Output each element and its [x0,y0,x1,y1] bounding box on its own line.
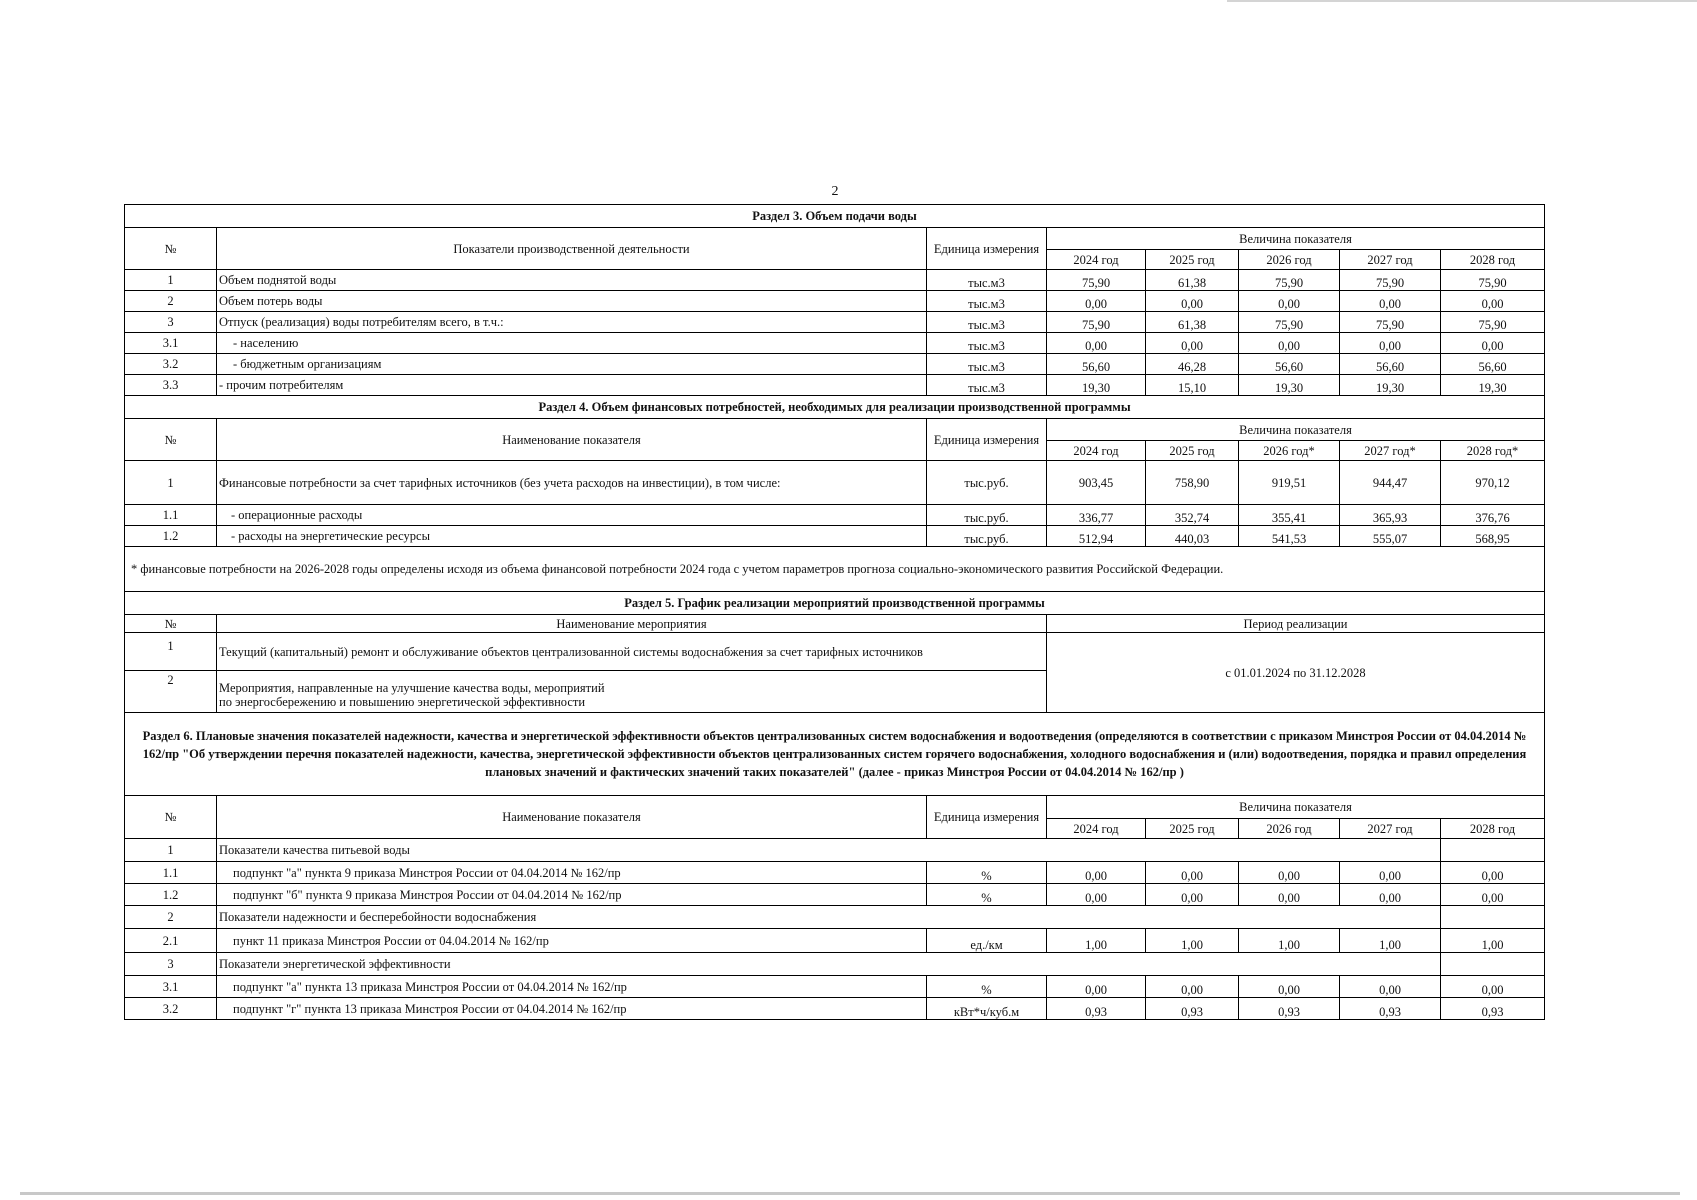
row-value: 0,00 [1047,976,1146,998]
section5-col-name: Наименование мероприятия [217,615,1047,633]
row-value: 0,00 [1441,291,1545,312]
section4-header-row [125,419,1545,441]
row-value: 0,00 [1239,333,1340,354]
row-value: 56,60 [1047,354,1146,375]
section4-note-row [125,547,1545,592]
row-value: 1,00 [1239,929,1340,953]
section4-title-row [125,396,1545,419]
row-value: 758,90 [1146,461,1239,505]
row-value: 75,90 [1239,312,1340,333]
row-value: 61,38 [1146,270,1239,291]
row-number: 2.1 [125,929,217,953]
section6-col-value: Величина показателя [1047,796,1545,819]
row-value: 944,47 [1340,461,1441,505]
row-unit: тыс.м3 [927,354,1047,375]
row-value: 19,30 [1239,375,1340,396]
table-row [125,461,1545,505]
section3-col-value: Величина показателя [1047,228,1545,250]
year-header: 2025 год [1146,250,1239,270]
row-number: 1 [125,270,217,291]
empty-cell [1340,953,1441,976]
section5-header-row [125,615,1545,633]
table-row [125,375,1545,396]
row-value: 19,30 [1441,375,1545,396]
row-number: 3.1 [125,333,217,354]
table-row [125,526,1545,547]
scan-artifact-top [1227,0,1697,2]
row-name: Объем потерь воды [217,291,927,312]
row-value: 0,00 [1146,976,1239,998]
year-header: 2026 год [1239,250,1340,270]
year-header: 2028 год [1441,250,1545,270]
row-value: 0,00 [1146,333,1239,354]
row-unit: % [927,976,1047,998]
table-row [125,354,1545,375]
year-header: 2028 год* [1441,441,1545,461]
row-number: 3 [125,312,217,333]
row-value: 0,93 [1239,998,1340,1020]
row-unit: тыс.м3 [927,333,1047,354]
row-value: 75,90 [1441,270,1545,291]
row-value: 555,07 [1340,526,1441,547]
row-number: 3.1 [125,976,217,998]
row-value: 568,95 [1441,526,1545,547]
row-number: 3 [125,953,217,976]
row-name: Объем поднятой воды [217,270,927,291]
empty-cell [1441,839,1545,862]
group-row [125,906,1545,929]
row-value: 0,00 [1441,976,1545,998]
row-number: 1 [125,839,217,862]
row-unit: кВт*ч/куб.м [927,998,1047,1020]
row-value: 0,00 [1146,291,1239,312]
row-value: 0,00 [1047,291,1146,312]
table-row [125,333,1545,354]
row-value: 0,00 [1047,862,1146,884]
row-number: 3.3 [125,375,217,396]
section6-title-row [125,713,1545,796]
empty-cell [1340,839,1441,862]
document-body [124,204,1544,1020]
row-value: 0,93 [1340,998,1441,1020]
row-name: - операционные расходы [217,505,927,526]
row-unit: тыс.м3 [927,312,1047,333]
row-value: 970,12 [1441,461,1545,505]
section6-title: Раздел 6. Плановые значения показателей надежности, качества и энергетической эффективности объектов централизованных систем водоснабжения и водоотведения (определяются в соответствии с приказом Минстроя России от 04.04.2014 № 162/пр "Об утверждении перечня показателей надежности, качества, энергетической эффективности объектов централизованных систем горячего водоснабжения, холодного водоснабжения и (или) водоотведения, порядка и правил определения плановых значений и фактических значений таких показателей" (далее - приказ Минстроя России от 04.04.2014 № 162/пр ) [125,713,1545,796]
row-name: пункт 11 приказа Минстроя России от 04.04.2014 № 162/пр [217,929,927,953]
row-unit: тыс.руб. [927,505,1047,526]
row-value: 0,93 [1047,998,1146,1020]
row-value: 352,74 [1146,505,1239,526]
row-value: 0,00 [1340,862,1441,884]
group-name: Показатели энергетической эффективности [217,953,1340,976]
empty-cell [1340,906,1441,929]
row-name-line: по энергосбережению и повышению энергетической эффективности [219,695,586,709]
row-value: 75,90 [1340,312,1441,333]
table-row [125,929,1545,953]
row-value: 1,00 [1340,929,1441,953]
row-unit: тыс.руб. [927,526,1047,547]
row-name: подпункт "а" пункта 9 приказа Минстроя России от 04.04.2014 № 162/пр [217,862,927,884]
row-value: 541,53 [1239,526,1340,547]
section4-title: Раздел 4. Объем финансовых потребностей, необходимых для реализации производственной программы [125,396,1545,419]
row-value: 0,00 [1441,884,1545,906]
row-unit: тыс.м3 [927,291,1047,312]
section5-col-period: Период реализации [1047,615,1545,633]
row-name: - бюджетным организациям [217,354,927,375]
row-value: 61,38 [1146,312,1239,333]
row-value: 512,94 [1047,526,1146,547]
row-value: 355,41 [1239,505,1340,526]
section5-title: Раздел 5. График реализации мероприятий производственной программы [125,592,1545,615]
section6-col-name: Наименование показателя [217,796,927,839]
scan-artifact-bottom [20,1192,1680,1195]
section4-col-name: Наименование показателя [217,419,927,461]
row-value: 336,77 [1047,505,1146,526]
row-name: Текущий (капитальный) ремонт и обслуживание объектов централизованной системы водоснабжения за счет тарифных источников [217,633,1047,671]
row-unit: % [927,884,1047,906]
row-name: подпункт "а" пункта 13 приказа Минстроя России от 04.04.2014 № 162/пр [217,976,927,998]
group-name: Показатели качества питьевой воды [217,839,1340,862]
row-number: 2 [125,291,217,312]
section5-col-no: № [125,615,217,633]
table-row [125,862,1545,884]
table-row [125,291,1545,312]
row-name: - расходы на энергетические ресурсы [217,526,927,547]
section3-header-row [125,228,1545,250]
row-value: 0,00 [1146,884,1239,906]
row-value: 75,90 [1047,270,1146,291]
table-row [125,505,1545,526]
row-name-line: Мероприятия, направленные на улучшение качества воды, мероприятий [219,681,605,695]
row-unit: тыс.руб. [927,461,1047,505]
section3-col-no: № [125,228,217,270]
row-number: 3.2 [125,354,217,375]
row-value: 1,00 [1047,929,1146,953]
row-value: 0,00 [1239,291,1340,312]
row-number: 1.2 [125,884,217,906]
row-name: подпункт "г" пункта 13 приказа Минстроя России от 04.04.2014 № 162/пр [217,998,927,1020]
row-value: 0,00 [1239,884,1340,906]
section6-col-unit: Единица измерения [927,796,1047,839]
row-value: 919,51 [1239,461,1340,505]
year-header: 2024 год [1047,819,1146,839]
table-row [125,270,1545,291]
row-value: 0,00 [1340,976,1441,998]
row-value: 0,00 [1441,862,1545,884]
section4-col-unit: Единица измерения [927,419,1047,461]
row-value: 0,00 [1340,333,1441,354]
row-value: 0,00 [1239,976,1340,998]
row-value: 0,00 [1146,862,1239,884]
row-value: 75,90 [1047,312,1146,333]
year-header: 2024 год [1047,250,1146,270]
table-row [125,312,1545,333]
row-number: 1.1 [125,505,217,526]
main-table [124,204,1545,1020]
year-header: 2026 год [1239,819,1340,839]
table-row [125,633,1545,671]
row-value: 440,03 [1146,526,1239,547]
row-name: подпункт "б" пункта 9 приказа Минстроя России от 04.04.2014 № 162/пр [217,884,927,906]
section5-period: с 01.01.2024 по 31.12.2028 [1047,633,1545,713]
row-number: 1 [125,461,217,505]
table-row [125,884,1545,906]
section3-col-name: Показатели производственной деятельности [217,228,927,270]
row-value: 75,90 [1441,312,1545,333]
row-name: Финансовые потребности за счет тарифных источников (без учета расходов на инвестиции), в том числе: [217,461,927,505]
row-name: - населению [217,333,927,354]
row-value: 56,60 [1239,354,1340,375]
section6-col-no: № [125,796,217,839]
empty-cell [1441,906,1545,929]
section3-col-unit: Единица измерения [927,228,1047,270]
row-value: 0,00 [1340,884,1441,906]
row-name: - прочим потребителям [217,375,927,396]
row-value: 75,90 [1340,270,1441,291]
year-header: 2027 год [1340,819,1441,839]
row-value: 19,30 [1340,375,1441,396]
group-name: Показатели надежности и бесперебойности водоснабжения [217,906,1340,929]
row-number: 1.1 [125,862,217,884]
row-value: 903,45 [1047,461,1146,505]
year-header: 2024 год [1047,441,1146,461]
row-unit: тыс.м3 [927,375,1047,396]
year-header: 2025 год [1146,819,1239,839]
table-row [125,998,1545,1020]
year-header: 2027 год* [1340,441,1441,461]
group-row [125,839,1545,862]
row-value: 56,60 [1441,354,1545,375]
row-value: 0,00 [1047,884,1146,906]
row-number: 3.2 [125,998,217,1020]
year-header: 2028 год [1441,819,1545,839]
section3-title-row [125,205,1545,228]
section6-header-row [125,796,1545,819]
row-value: 0,93 [1146,998,1239,1020]
year-header: 2025 год [1146,441,1239,461]
section4-col-value: Величина показателя [1047,419,1545,441]
row-value: 0,00 [1340,291,1441,312]
row-number: 2 [125,671,217,713]
row-number: 1.2 [125,526,217,547]
row-value: 15,10 [1146,375,1239,396]
row-unit: ед./км [927,929,1047,953]
section4-col-no: № [125,419,217,461]
row-value: 376,76 [1441,505,1545,526]
row-value: 19,30 [1047,375,1146,396]
year-header: 2027 год [1340,250,1441,270]
table-row [125,976,1545,998]
section5-title-row [125,592,1545,615]
row-value: 0,93 [1441,998,1545,1020]
page-number: 2 [831,184,839,199]
row-value: 0,00 [1047,333,1146,354]
row-number: 2 [125,906,217,929]
group-row [125,953,1545,976]
row-value: 56,60 [1340,354,1441,375]
row-value: 1,00 [1441,929,1545,953]
row-value: 1,00 [1146,929,1239,953]
row-unit: % [927,862,1047,884]
section3-title: Раздел 3. Объем подачи воды [125,205,1545,228]
section4-footnote: * финансовые потребности на 2026-2028 годы определены исходя из объема финансовой потребности 2024 года с учетом параметров прогноза социально-экономического развития Российской Федерации. [125,547,1545,592]
row-value: 365,93 [1340,505,1441,526]
year-header: 2026 год* [1239,441,1340,461]
row-number: 1 [125,633,217,671]
empty-cell [1441,953,1545,976]
row-unit: тыс.м3 [927,270,1047,291]
row-value: 46,28 [1146,354,1239,375]
row-value: 75,90 [1239,270,1340,291]
row-value: 0,00 [1441,333,1545,354]
row-name: Отпуск (реализация) воды потребителям всего, в т.ч.: [217,312,927,333]
row-name [217,671,1047,713]
row-value: 0,00 [1239,862,1340,884]
